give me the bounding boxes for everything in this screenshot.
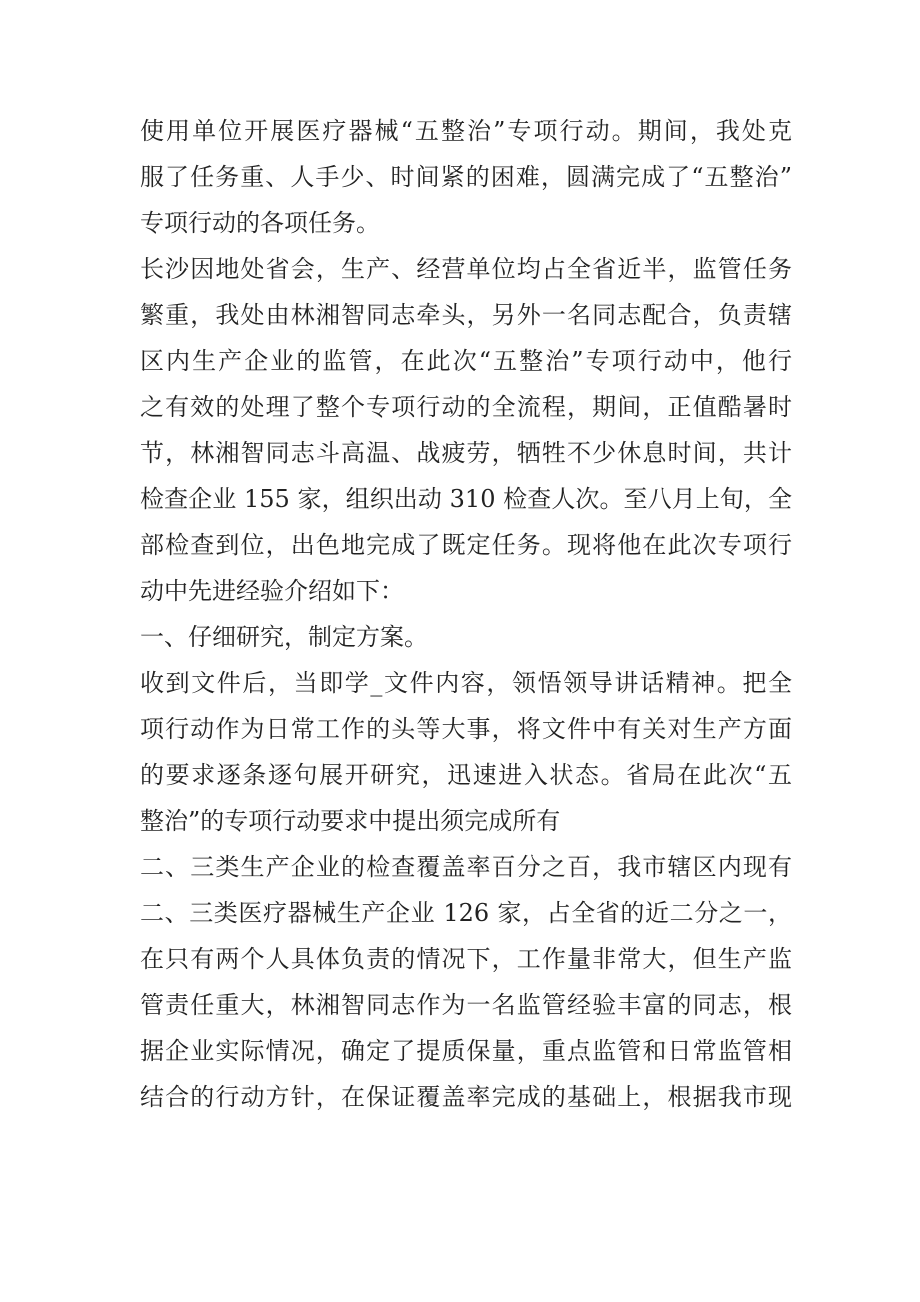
text-line: 服了任务重、人手少、时间紧的困难，圆满完成了“五整治” bbox=[140, 163, 792, 191]
text-line: 动中先进经验介绍如下： bbox=[140, 577, 404, 605]
text-line: 节，林湘智同志斗高温、战疲劳，牺牲不少休息时间，共计 bbox=[140, 439, 792, 467]
text-line: 在只有两个人具体负责的情况下，工作量非常大，但生产监 bbox=[140, 945, 792, 973]
text-line: 之有效的处理了整个专项行动的全流程，期间，正值酷暑时 bbox=[140, 393, 792, 421]
text-line: 二、三类医疗器械生产企业 126 家，占全省的近二分之一， bbox=[140, 899, 792, 927]
text-line: 的要求逐条逐句展开研究，迅速进入状态。省局在此次“五 bbox=[140, 761, 792, 789]
text-line: 专项行动的各项任务。 bbox=[140, 209, 380, 237]
text-line: 管责任重大，林湘智同志作为一名监管经验丰富的同志，根 bbox=[140, 991, 792, 1019]
text-line: 据企业实际情况，确定了提质保量，重点监管和日常监管相 bbox=[140, 1037, 792, 1065]
document-body bbox=[140, 108, 792, 1120]
text-line: 长沙因地处省会，生产、经营单位均占全省近半，监管任务 bbox=[140, 255, 792, 283]
text-line: 部检查到位，出色地完成了既定任务。现将他在此次专项行 bbox=[140, 531, 792, 559]
text-line: 一、仔细研究，制定方案。 bbox=[140, 623, 428, 651]
text-line: 使用单位开展医疗器械“五整治”专项行动。期间，我处克 bbox=[140, 117, 792, 145]
text-line: 二、三类生产企业的检查覆盖率百分之百，我市辖区内现有 bbox=[140, 853, 792, 881]
text-line: 区内生产企业的监管，在此次“五整治”专项行动中，他行 bbox=[140, 347, 792, 375]
text-line: 检查企业 155 家，组织出动 310 检查人次。至八月上旬，全 bbox=[140, 485, 792, 513]
text-line: 收到文件后，当即学_文件内容，领悟领导讲话精神。把全 bbox=[140, 669, 792, 697]
text-line: 结合的行动方针，在保证覆盖率完成的基础上，根据我市现 bbox=[140, 1083, 792, 1111]
text-line: 繁重，我处由林湘智同志牵头，另外一名同志配合，负责辖 bbox=[140, 301, 792, 329]
text-line: 项行动作为日常工作的头等大事，将文件中有关对生产方面 bbox=[140, 715, 792, 743]
text-line: 整治”的专项行动要求中提出须完成所有 bbox=[140, 807, 561, 835]
